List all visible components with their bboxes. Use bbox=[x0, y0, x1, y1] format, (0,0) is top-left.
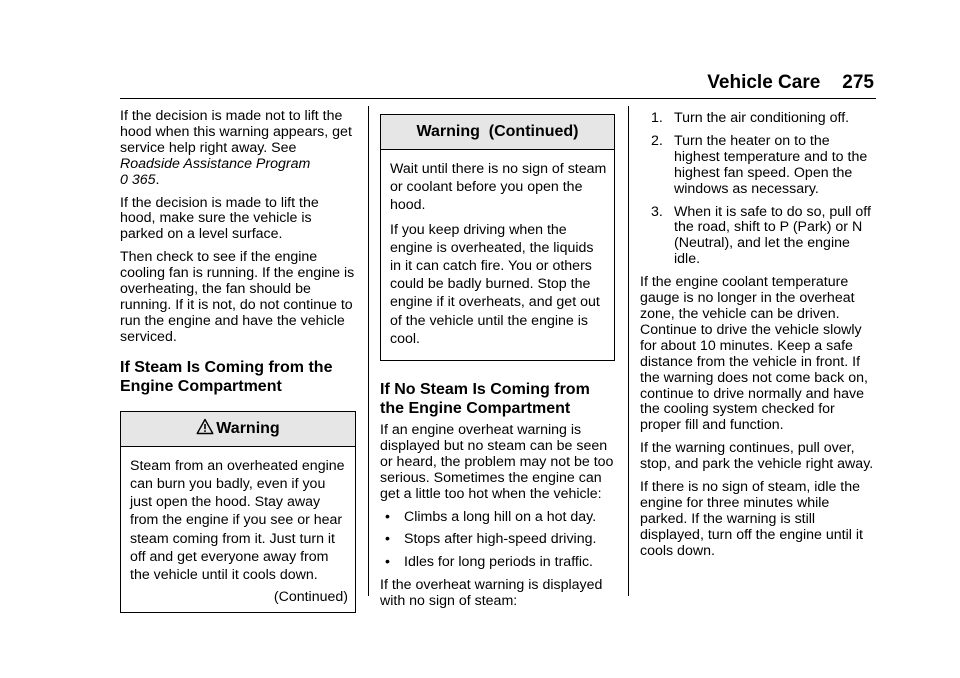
warning-text: If you keep driving when the engine is overheated, the liquids in it can catch fire. You or others could be badly burned. Stop the engine if it overheats, and get out of the vehicle until the engine is cool. bbox=[390, 221, 600, 347]
warning-triangle-icon bbox=[196, 418, 214, 435]
list-item: 2. Turn the heater on to the highest temperature and to the highest fan speed. Open the windows as necessary. bbox=[651, 132, 868, 197]
paragraph: If an engine overheat warning is displayed but no steam can be seen or heard, the problem may not be too serious. Sometimes the engine can get a little too hot when the vehicle: bbox=[380, 422, 614, 502]
column-2 bbox=[380, 114, 615, 617]
warning-title: Warning bbox=[216, 419, 280, 437]
cross-reference-link[interactable]: Roadside Assistance Program 0 365 bbox=[120, 155, 311, 188]
paragraph: If the decision is made to lift the hood, make sure the vehicle is parked on a level surface. bbox=[120, 194, 319, 243]
column-divider bbox=[628, 106, 629, 596]
paragraph: If the overheat warning is displayed with no sign of steam: bbox=[380, 577, 603, 610]
page-header bbox=[707, 72, 874, 94]
column-divider bbox=[368, 106, 369, 596]
warning-box-continued bbox=[380, 114, 615, 361]
section-heading: If No Steam Is Coming from the Engine Compartment bbox=[380, 381, 590, 418]
list-item: 1. Turn the air conditioning off. bbox=[651, 110, 850, 126]
list-item: 3. When it is safe to do so, pull off the road, shift to P (Park) or N (Neutral), and let the engine idle. bbox=[651, 203, 871, 268]
list-item: • Climbs a long hill on a hot day. bbox=[380, 510, 615, 526]
paragraph: If the warning continues, pull over, stop, and park the vehicle right away. bbox=[640, 440, 874, 473]
paragraph: Then check to see if the engine cooling fan is running. If the engine is overheating, the fan should be running. If it is not, do not continue to run the engine and have the vehicle serviced. bbox=[120, 249, 355, 345]
warning-box bbox=[120, 411, 356, 614]
paragraph: If there is no sign of steam, idle the engine for three minutes while parked. If the warning is still displayed, turn off the engine until it cools down. bbox=[640, 479, 863, 559]
section-heading: If Steam Is Coming from the Engine Compartment bbox=[120, 358, 333, 395]
column-1 bbox=[120, 109, 356, 613]
page-number: 275 bbox=[842, 72, 874, 93]
warning-text: Wait until there is no sign of steam or coolant before you open the hood. bbox=[390, 161, 607, 214]
continued-label: (Continued) bbox=[273, 589, 348, 606]
warning-text: Steam from an overheated engine can burn you badly, even if you just open the hood. Stay away from the engine if you see or hear steam coming from it. Just turn it off and get everyone away from the vehicle until it cools down. bbox=[130, 457, 345, 583]
condition-list bbox=[380, 510, 615, 572]
header-rule bbox=[120, 98, 876, 99]
list-item: • Idles for long periods in traffic. bbox=[380, 555, 615, 571]
steps-list bbox=[640, 111, 878, 268]
warning-header bbox=[121, 412, 355, 447]
section-title: Vehicle Care bbox=[707, 72, 821, 93]
paragraph: If the decision is made not to lift the hood when this warning appears, get service help right away. See Roadside Assistance Program 0 365. bbox=[120, 108, 352, 188]
column-3 bbox=[640, 111, 878, 567]
paragraph: If the engine coolant temperature gauge is no longer in the overheat zone, the vehicle can be driven. Continue to drive the vehicle slowly for about 10 minutes. Keep a safe distance from the vehicle in front. If the warning does not come back on, continue to drive normally and have the cooling system checked for proper fill and function. bbox=[640, 274, 868, 434]
warning-header: Warning (Continued) bbox=[381, 115, 614, 150]
list-item: • Stops after high-speed driving. bbox=[380, 532, 615, 548]
